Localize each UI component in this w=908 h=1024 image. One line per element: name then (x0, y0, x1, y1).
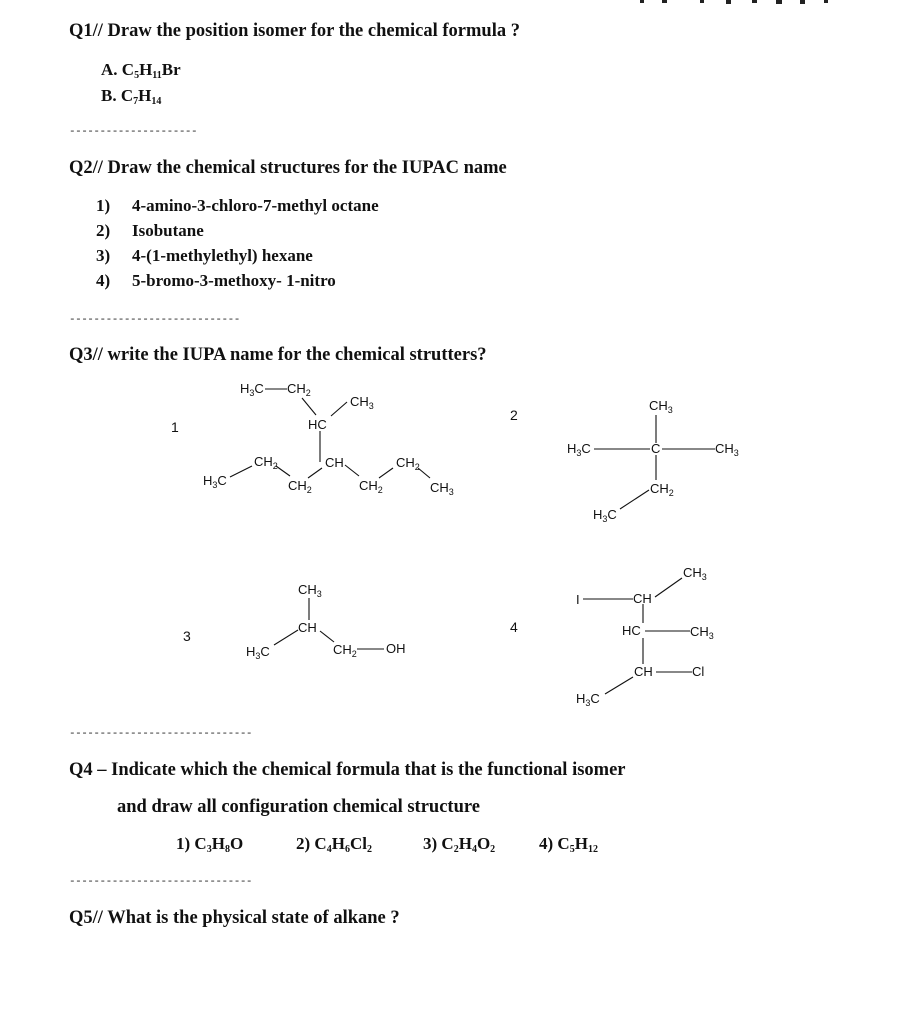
q4-line-1: Q4 – Indicate which the chemical formula that is the functional isomer (69, 760, 626, 780)
q2-item-3-text: 4-(1-methylethyl) hexane (132, 246, 313, 265)
s3-ch3: $CH_3$ (298, 582, 322, 599)
formula-subscript: 14 (151, 96, 162, 107)
q4-formula-3-value (441, 834, 495, 853)
s1-ch2-c: $CH_2$ (359, 478, 383, 495)
q4-formula-2-label: 2) (296, 834, 311, 853)
separator-3: ------------------------------ (69, 728, 253, 740)
s2-ch3-right: $CH_3$ (715, 441, 739, 458)
q2-item-3-number: 3) (96, 246, 111, 265)
q2-item-1-text: 4-amino-3-chloro-7-methyl octane (132, 196, 379, 215)
structure-4-number: 4 (510, 619, 518, 635)
q1-option-a (101, 60, 181, 81)
q2-title: Q2// Draw the chemical structures for the IUPAC name (69, 158, 507, 178)
s2-h3c-bottom: $H_3C$ (593, 507, 617, 524)
q4-formula-1-value (194, 834, 243, 853)
structure-3 (183, 582, 406, 661)
s4-i: I (576, 592, 580, 607)
formula-subscript: 4 (326, 844, 332, 855)
q2-item-2-number: 2) (96, 221, 111, 240)
q2-item-4-text: 5-bromo-3-methoxy- 1-nitro (132, 271, 336, 290)
s2-ch3-top: $CH_3$ (649, 398, 673, 415)
s4-ch3-top: $CH_3$ (683, 565, 707, 582)
formula-element: H (139, 60, 153, 79)
formula-element: H (211, 834, 225, 853)
formula-element: O (476, 834, 491, 853)
formula-subscript: 6 (344, 844, 350, 855)
s1-ch2-top: $CH_2$ (287, 381, 311, 398)
formula-element: H (458, 834, 472, 853)
q5-title: Q5// What is the physical state of alkane ? (69, 908, 400, 928)
formula-subscript: 4 (471, 844, 477, 855)
q4-formula-2-value (314, 834, 372, 853)
q1-option-b-label: B. (101, 86, 117, 105)
formula-element: O (229, 834, 244, 853)
s1-ch3-top: $CH_3$ (350, 394, 374, 411)
s1-ch2-d: $CH_2$ (396, 455, 420, 472)
formula-subscript: 5 (569, 844, 575, 855)
formula-subscript: 3 (206, 844, 212, 855)
s3-ch2: $CH_2$ (333, 642, 357, 659)
formula-element: C (557, 834, 570, 853)
q1-option-a-formula (122, 60, 181, 79)
s2-ch2: $CH_2$ (650, 481, 674, 498)
s2-h3c: $H_3C$ (567, 441, 591, 458)
s1-h3c-top: $H_3C$ (240, 381, 264, 398)
s4-hc: HC (622, 623, 641, 638)
s3-ch: CH (298, 620, 317, 635)
q3-title: Q3// write the IUPA name for the chemical strutters? (69, 345, 487, 365)
s1-hc: HC (308, 417, 327, 432)
s4-ch3-mid: $CH_3$ (690, 624, 714, 641)
s3-h3c: $H_3C$ (246, 644, 270, 661)
formula-subscript: 12 (587, 844, 598, 855)
s4-ch-bottom: CH (634, 664, 653, 679)
formula-subscript: 2 (453, 844, 459, 855)
separator-2: ---------------------------- (69, 314, 240, 326)
q4-formula-3-label: 3) (423, 834, 438, 853)
q2-item-1-number: 1) (96, 196, 111, 215)
formula-subscript: 11 (152, 70, 162, 81)
top-edge-artifact (0, 0, 908, 6)
structure-2 (510, 398, 739, 524)
q4-formula-2 (296, 834, 372, 855)
q2-item-2-text: Isobutane (132, 221, 204, 240)
formula-subscript: 2 (366, 844, 372, 855)
q2-item-4 (96, 271, 336, 291)
q4-line-2: and draw all configuration chemical structure (117, 797, 480, 817)
q4-formula-4 (539, 834, 598, 855)
s1-ch3-end: $CH_3$ (430, 480, 454, 497)
structure-2-number: 2 (510, 407, 518, 423)
formula-subscript: 8 (224, 844, 230, 855)
separator-4: ------------------------------ (69, 876, 253, 888)
q4-formula-1-label: 1) (176, 834, 191, 853)
q1-title: Q1// Draw the position isomer for the chemical formula ? (69, 21, 520, 41)
formula-subscript: 2 (490, 844, 496, 855)
s1-h3c-left: $H_3C$ (203, 473, 227, 490)
formula-element: C (314, 834, 327, 853)
q4-formula-3 (423, 834, 495, 855)
q2-item-3 (96, 246, 313, 266)
s1-ch2-a: $CH_2$ (254, 454, 278, 471)
q4-formula-1 (176, 834, 243, 855)
q1-option-b-formula (121, 86, 162, 105)
structure-3-number: 3 (183, 628, 191, 644)
s1-ch2-b: $CH_2$ (288, 478, 312, 495)
formula-element: H (331, 834, 345, 853)
q1-option-a-label: A. (101, 60, 118, 79)
q2-item-4-number: 4) (96, 271, 111, 290)
s4-h3c: $H_3C$ (576, 691, 600, 708)
q4-formula-4-label: 4) (539, 834, 554, 853)
formula-element: C (121, 60, 135, 79)
s4-cl: Cl (692, 664, 705, 679)
formula-element: C (441, 834, 454, 853)
formula-element: Br (161, 60, 181, 79)
formula-element: C (120, 86, 134, 105)
q1-option-b (101, 86, 161, 107)
q2-item-2 (96, 221, 204, 241)
s4-ch-top: CH (633, 591, 652, 606)
separator-1: --------------------- (69, 126, 198, 138)
formula-element: H (574, 834, 588, 853)
q4-formula-4-value (557, 834, 598, 853)
structure-1 (171, 381, 454, 497)
formula-element: Cl (349, 834, 367, 853)
s1-ch: CH (325, 455, 344, 470)
s2-c: C (651, 441, 661, 456)
structure-1-number: 1 (171, 419, 179, 435)
chemical-structures (0, 370, 908, 720)
formula-subscript: 5 (134, 70, 140, 81)
structure-4 (510, 565, 714, 708)
q2-item-1 (96, 196, 379, 216)
formula-element: C (194, 834, 207, 853)
formula-subscript: 7 (133, 96, 139, 107)
s3-oh: OH (386, 641, 406, 656)
formula-element: H (138, 86, 152, 105)
